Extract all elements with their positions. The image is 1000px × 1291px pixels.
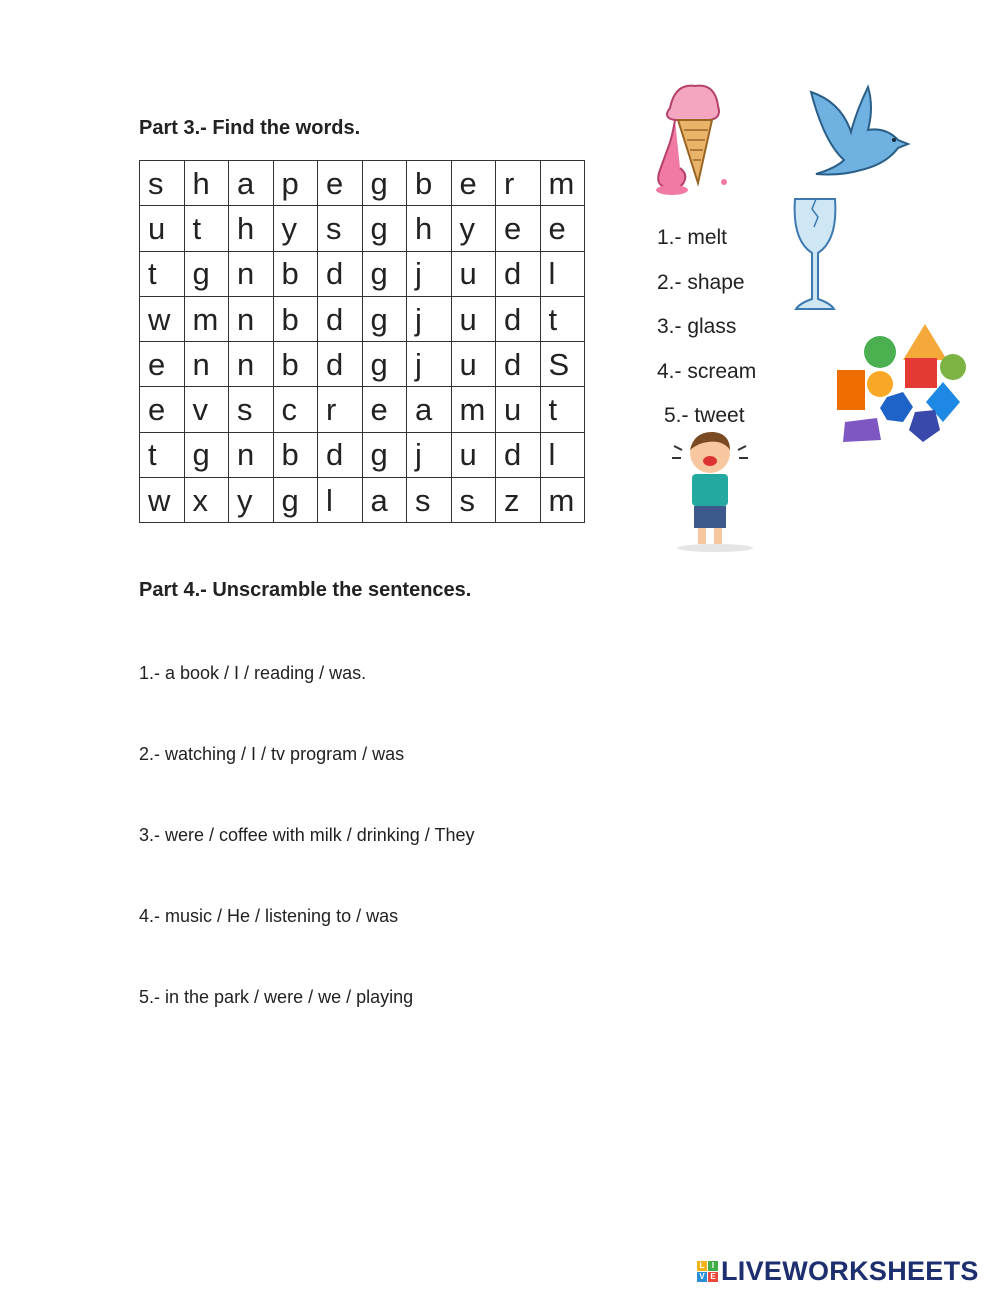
grid-cell: g	[362, 251, 407, 296]
grid-cell: j	[407, 432, 452, 477]
blue-bird-icon	[806, 82, 911, 180]
sentence-item: 1.- a book / I / reading / was.	[139, 663, 367, 683]
grid-cell: l	[318, 478, 363, 523]
word-list	[657, 224, 756, 447]
grid-cell: d	[318, 251, 363, 296]
grid-cell: e	[451, 161, 496, 206]
grid-cell: t	[540, 296, 585, 341]
grid-cell: g	[362, 296, 407, 341]
grid-cell: h	[184, 161, 229, 206]
grid-cell: d	[318, 296, 363, 341]
grid-cell: z	[496, 478, 541, 523]
grid-cell: y	[229, 478, 274, 523]
grid-cell: d	[496, 432, 541, 477]
sentence-item: 4.- music / He / listening to / was	[139, 906, 399, 926]
grid-cell: l	[540, 432, 585, 477]
part4-title: Part 4.- Unscramble the sentences.	[139, 579, 472, 601]
grid-row	[140, 206, 585, 251]
grid-cell: s	[451, 478, 496, 523]
grid-cell: g	[184, 432, 229, 477]
grid-cell: g	[362, 432, 407, 477]
grid-cell: a	[407, 387, 452, 432]
grid-cell: r	[496, 161, 541, 206]
grid-cell: e	[318, 161, 363, 206]
sentence-item: 2.- watching / I / tv program / was	[139, 744, 405, 764]
word-search-grid	[139, 160, 585, 523]
grid-cell: g	[184, 251, 229, 296]
grid-cell: h	[407, 206, 452, 251]
grid-cell: j	[407, 296, 452, 341]
grid-cell: S	[540, 342, 585, 387]
grid-cell: t	[140, 251, 185, 296]
word-list-item: 4.- scream	[657, 359, 757, 383]
broken-glass-icon	[790, 195, 840, 315]
grid-cell: e	[496, 206, 541, 251]
grid-cell: d	[496, 296, 541, 341]
logo-text: LIVEWORKSHEETS	[721, 1256, 979, 1286]
grid-cell: u	[451, 251, 496, 296]
grid-cell: u	[451, 432, 496, 477]
grid-cell: w	[140, 478, 185, 523]
grid-row	[140, 432, 585, 477]
grid-cell: d	[496, 342, 541, 387]
grid-cell: j	[407, 342, 452, 387]
grid-cell: n	[229, 296, 274, 341]
grid-cell: y	[451, 206, 496, 251]
grid-cell: u	[140, 206, 185, 251]
grid-cell: a	[229, 161, 274, 206]
logo-block: E	[708, 1272, 718, 1282]
grid-cell: t	[184, 206, 229, 251]
part3-title: Part 3.- Find the words.	[139, 117, 361, 139]
grid-cell: d	[318, 432, 363, 477]
grid-cell: b	[273, 296, 318, 341]
grid-cell: v	[184, 387, 229, 432]
grid-cell: x	[184, 478, 229, 523]
grid-cell: u	[451, 296, 496, 341]
grid-cell: u	[451, 342, 496, 387]
grid-cell: c	[273, 387, 318, 432]
grid-cell: n	[229, 432, 274, 477]
grid-cell: d	[318, 342, 363, 387]
grid-cell: l	[540, 251, 585, 296]
grid-cell: a	[362, 478, 407, 523]
grid-cell: g	[362, 342, 407, 387]
grid-cell: y	[273, 206, 318, 251]
grid-cell: b	[273, 432, 318, 477]
word-list-item: 3.- glass	[657, 315, 737, 339]
sentence-item: 3.- were / coffee with milk / drinking / They	[139, 825, 475, 845]
grid-cell: m	[540, 478, 585, 523]
grid-cell: g	[362, 206, 407, 251]
grid-cell: j	[407, 251, 452, 296]
melting-ice-cream-icon	[650, 78, 735, 198]
logo-blocks-icon	[697, 1261, 718, 1282]
grid-row	[140, 387, 585, 432]
grid-cell: m	[540, 161, 585, 206]
grid-cell: g	[362, 161, 407, 206]
grid-cell: s	[407, 478, 452, 523]
grid-cell: b	[407, 161, 452, 206]
sentence-item: 5.- in the park / were / we / playing	[139, 987, 414, 1007]
grid-cell: h	[229, 206, 274, 251]
grid-cell: g	[273, 478, 318, 523]
grid-cell: e	[540, 206, 585, 251]
word-list-item: 5.- tweet	[664, 404, 745, 428]
grid-cell: d	[496, 251, 541, 296]
liveworksheets-logo	[697, 1256, 979, 1287]
shapes-characters-icon	[825, 322, 970, 447]
grid-cell: b	[273, 342, 318, 387]
grid-row	[140, 342, 585, 387]
grid-cell: s	[229, 387, 274, 432]
logo-block: I	[708, 1261, 718, 1271]
grid-cell: w	[140, 296, 185, 341]
grid-cell: t	[540, 387, 585, 432]
grid-cell: s	[318, 206, 363, 251]
grid-cell: s	[140, 161, 185, 206]
logo-block: V	[697, 1272, 707, 1282]
grid-cell: r	[318, 387, 363, 432]
logo-block: L	[697, 1261, 707, 1271]
word-list-item: 1.- melt	[657, 226, 728, 249]
grid-cell: b	[273, 251, 318, 296]
grid-row	[140, 161, 585, 206]
grid-cell: n	[184, 342, 229, 387]
grid-row	[140, 478, 585, 523]
grid-cell: e	[362, 387, 407, 432]
grid-cell: t	[140, 432, 185, 477]
grid-cell: n	[229, 342, 274, 387]
grid-cell: n	[229, 251, 274, 296]
grid-cell: e	[140, 387, 185, 432]
word-list-item: 2.- shape	[657, 270, 745, 294]
grid-cell: m	[184, 296, 229, 341]
grid-cell: e	[140, 342, 185, 387]
grid-row	[140, 251, 585, 296]
grid-cell: p	[273, 161, 318, 206]
grid-cell: m	[451, 387, 496, 432]
grid-row	[140, 296, 585, 341]
grid-cell: u	[496, 387, 541, 432]
